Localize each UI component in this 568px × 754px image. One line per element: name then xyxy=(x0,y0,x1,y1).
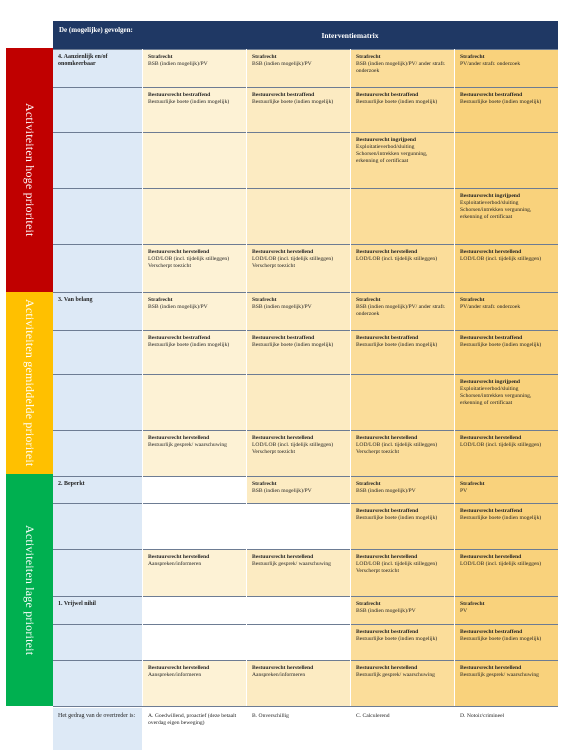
matrix-cell-d xyxy=(454,292,558,330)
intervention-measure: Bestuurlijk gesprek/ waarschuwing xyxy=(252,561,331,567)
intervention-type: Bestuursrecht ingrijpend xyxy=(460,193,521,199)
matrix-cell-c xyxy=(350,430,454,476)
intervention-measure: LOD/LOB (incl. tijdelijk stilleggen) Verscherpt toezicht xyxy=(252,442,334,455)
matrix-cell-a xyxy=(142,624,246,660)
intervention-type: Bestuursrecht herstellend xyxy=(252,249,314,255)
intervention-type: Bestuursrecht bestraffend xyxy=(460,629,523,635)
matrix-cell-d xyxy=(454,132,558,188)
intervention-type: Bestuursrecht herstellend xyxy=(460,665,522,671)
intervention-measure: Bestuurlijke boete (indien mogelijk) xyxy=(252,342,334,348)
row-divider xyxy=(53,503,558,504)
matrix-cell-a xyxy=(142,87,246,132)
matrix-cell-d xyxy=(454,549,558,596)
row-divider xyxy=(53,292,558,293)
row-divider xyxy=(53,476,558,477)
intervention-measure: LOD/LOB (incl. tijdelijk stilleggen) xyxy=(356,256,438,262)
footer-col-d: D. Notoir/crimineel xyxy=(454,708,558,750)
intervention-type: Strafrecht xyxy=(148,297,173,303)
intervention-type: Strafrecht xyxy=(356,481,381,487)
matrix-cell-a xyxy=(142,549,246,596)
matrix-cell-d xyxy=(454,49,558,87)
row-divider xyxy=(53,188,558,189)
row-label xyxy=(53,330,142,374)
row-label xyxy=(53,132,142,188)
matrix-cell-b xyxy=(246,549,350,596)
intervention-measure: Bestuurlijke boete (indien mogelijk) xyxy=(460,636,542,642)
intervention-type: Bestuursrecht bestraffend xyxy=(252,92,315,98)
intervention-measure: Bestuurlijke boete (indien mogelijk) xyxy=(148,99,230,105)
matrix-cell-d xyxy=(454,188,558,244)
matrix-cell-b xyxy=(246,330,350,374)
intervention-measure: BSB (indien mogelijk)/PV xyxy=(252,61,312,67)
matrix-cell-c xyxy=(350,49,454,87)
matrix-cell-a xyxy=(142,330,246,374)
matrix-cell-b xyxy=(246,244,350,292)
intervention-type: Bestuursrecht herstellend xyxy=(356,665,418,671)
column-divider xyxy=(454,49,455,706)
matrix-cell-d xyxy=(454,596,558,624)
intervention-type: Bestuursrecht herstellend xyxy=(460,249,522,255)
intervention-type: Bestuursrecht bestraffend xyxy=(460,508,523,514)
matrix-cell-b xyxy=(246,292,350,330)
intervention-measure: BSB (indien mogelijk)/PV xyxy=(252,304,312,310)
intervention-type: Bestuursrecht herstellend xyxy=(252,435,314,441)
row-label xyxy=(53,503,142,549)
matrix-cell-c xyxy=(350,87,454,132)
intervention-measure: LOD/LOB (incl. tijdelijk stilleggen) xyxy=(460,561,542,567)
intervention-measure: Bestuurlijke boete (indien mogelijk) xyxy=(356,342,438,348)
intervention-measure: Exploitatieverbod/sluiting Schorsen/intrekken vergunning, erkenning of certificaat xyxy=(460,386,532,406)
intervention-type: Bestuursrecht bestraffend xyxy=(252,335,315,341)
matrix-cell-a xyxy=(142,503,246,549)
matrix-cell-d xyxy=(454,244,558,292)
priority-band-medium xyxy=(6,292,53,474)
matrix-cell-a xyxy=(142,596,246,624)
footer-col-c: C. Calculerend xyxy=(350,708,454,750)
intervention-measure: Bestuurlijke boete (indien mogelijk) xyxy=(252,99,334,105)
row-divider xyxy=(53,244,558,245)
intervention-measure: Bestuurlijke boete (indien mogelijk) xyxy=(356,636,438,642)
row-divider xyxy=(53,49,558,50)
intervention-measure: PV xyxy=(460,488,468,494)
row-label xyxy=(53,244,142,292)
intervention-type: Bestuursrecht herstellend xyxy=(356,554,418,560)
intervention-type: Strafrecht xyxy=(460,481,485,487)
intervention-type: Bestuursrecht bestraffend xyxy=(356,92,419,98)
priority-label-high: Activiteiten hoge prioriteit xyxy=(23,103,37,237)
matrix-cell-d xyxy=(454,476,558,503)
intervention-type: Bestuursrecht herstellend xyxy=(356,249,418,255)
intervention-type: Strafrecht xyxy=(460,297,485,303)
row-divider xyxy=(53,87,558,88)
priority-label-low: Activiteiten lage prioriteit xyxy=(23,524,37,656)
row-label xyxy=(53,87,142,132)
matrix-cell-a xyxy=(142,476,246,503)
matrix-cell-c xyxy=(350,188,454,244)
matrix-cell-a xyxy=(142,49,246,87)
matrix-cell-d xyxy=(454,503,558,549)
intervention-type: Bestuursrecht ingrijpend xyxy=(460,379,521,385)
row-divider xyxy=(53,596,558,597)
intervention-measure: LOD/LOB (incl. tijdelijk stilleggen) Verscherpt toezicht xyxy=(252,256,334,269)
row-divider xyxy=(53,624,558,625)
intervention-measure: Bestuurlijke boete (indien mogelijk) xyxy=(460,515,542,521)
intervention-measure: Exploitatieverbod/sluiting Schorsen/intrekken vergunning, erkenning of certificaat xyxy=(356,144,428,164)
intervention-type: Bestuursrecht bestraffend xyxy=(148,92,211,98)
header-matrix-title: Interventiematrix xyxy=(142,21,558,49)
row-label: 2. Beperkt xyxy=(53,476,142,503)
intervention-measure: BSB (indien mogelijk)/PV xyxy=(356,608,416,614)
matrix-cell-a xyxy=(142,660,246,706)
intervention-measure: PV/ander strafr. onderzoek xyxy=(460,304,521,310)
matrix-cell-a xyxy=(142,292,246,330)
intervention-type: Bestuursrecht herstellend xyxy=(356,435,418,441)
intervention-measure: PV xyxy=(460,608,468,614)
intervention-measure: Bestuurlijke boete (indien mogelijk) xyxy=(460,342,542,348)
intervention-type: Bestuursrecht herstellend xyxy=(148,435,210,441)
matrix-cell-b xyxy=(246,188,350,244)
matrix-cell-c xyxy=(350,596,454,624)
matrix-cell-b xyxy=(246,596,350,624)
matrix-cell-b xyxy=(246,476,350,503)
intervention-type: Bestuursrecht herstellend xyxy=(460,554,522,560)
intervention-type: Bestuursrecht herstellend xyxy=(148,554,210,560)
intervention-measure: LOD/LOB (incl. tijdelijk stilleggen) xyxy=(460,256,542,262)
matrix-cell-c xyxy=(350,660,454,706)
intervention-type: Bestuursrecht bestraffend xyxy=(356,508,419,514)
row-divider xyxy=(53,660,558,661)
matrix-cell-a xyxy=(142,188,246,244)
matrix-cell-a xyxy=(142,132,246,188)
matrix-cell-a xyxy=(142,430,246,476)
row-label xyxy=(53,549,142,596)
matrix-cell-b xyxy=(246,87,350,132)
intervention-measure: BSB (indien mogelijk)/PV xyxy=(252,488,312,494)
intervention-measure: Bestuurlijk gesprek/ waarschuwing xyxy=(356,672,435,678)
row-divider xyxy=(53,549,558,550)
matrix-cell-c xyxy=(350,549,454,596)
matrix-cell-d xyxy=(454,660,558,706)
intervention-measure: BSB (indien mogelijk)/PV/ ander strafr. onderzoek xyxy=(356,304,446,317)
intervention-type: Bestuursrecht herstellend xyxy=(460,435,522,441)
intervention-measure: BSB (indien mogelijk)/PV/ ander strafr. onderzoek xyxy=(356,61,446,74)
row-label xyxy=(53,624,142,660)
intervention-measure: LOD/LOB (incl. tijdelijk stilleggen) xyxy=(460,442,542,448)
intervention-type: Strafrecht xyxy=(356,601,381,607)
matrix-cell-d xyxy=(454,374,558,430)
intervention-type: Bestuursrecht herstellend xyxy=(148,249,210,255)
intervention-measure: Bestuurlijke boete (indien mogelijk) xyxy=(356,515,438,521)
matrix-cell-c xyxy=(350,503,454,549)
row-divider xyxy=(53,706,558,707)
matrix-cell-d xyxy=(454,624,558,660)
matrix-cell-c xyxy=(350,624,454,660)
intervention-measure: Bestuurlijke boete (indien mogelijk) xyxy=(356,99,438,105)
footer-behaviour-label: Het gedrag van de overtreder is: xyxy=(53,708,142,750)
priority-band-low xyxy=(6,474,53,706)
row-label xyxy=(53,374,142,430)
row-divider xyxy=(53,330,558,331)
priority-band-high xyxy=(6,48,53,292)
matrix-cell-c xyxy=(350,292,454,330)
row-label: 3. Van belang xyxy=(53,292,142,330)
intervention-measure: PV/ander strafr. onderzoek xyxy=(460,61,521,67)
intervention-type: Bestuursrecht bestraffend xyxy=(356,335,419,341)
row-label xyxy=(53,660,142,706)
intervention-type: Strafrecht xyxy=(356,54,381,60)
matrix-cell-c xyxy=(350,374,454,430)
intervention-type: Strafrecht xyxy=(460,54,485,60)
header-consequences: De (mogelijke) gevolgen: xyxy=(53,21,142,49)
intervention-type: Bestuursrecht bestraffend xyxy=(460,92,523,98)
intervention-type: Strafrecht xyxy=(252,481,277,487)
intervention-type: Bestuursrecht herstellend xyxy=(148,665,210,671)
matrix-cell-d xyxy=(454,330,558,374)
intervention-measure: Bestuurlijke boete (indien mogelijk) xyxy=(148,342,230,348)
row-divider xyxy=(53,374,558,375)
column-divider xyxy=(142,49,143,706)
intervention-measure: Exploitatieverbod/sluiting Schorsen/intrekken vergunning, erkenning of certificaat xyxy=(460,200,532,220)
intervention-measure: Aanspreken/informeren xyxy=(252,672,306,678)
row-label: 1. Vrijwel nihil xyxy=(53,596,142,624)
intervention-type: Bestuursrecht ingrijpend xyxy=(356,137,417,143)
intervention-measure: BSB (indien mogelijk)/PV xyxy=(148,61,208,67)
intervention-type: Bestuursrecht herstellend xyxy=(252,665,314,671)
intervention-type: Bestuursrecht bestraffend xyxy=(356,629,419,635)
matrix-cell-c xyxy=(350,244,454,292)
matrix-cell-a xyxy=(142,244,246,292)
matrix-cell-c xyxy=(350,330,454,374)
matrix-cell-b xyxy=(246,49,350,87)
matrix-cell-b xyxy=(246,430,350,476)
footer-col-b: B. Onverschillig xyxy=(246,708,350,750)
footer-col-a: A. Goedwillend, proactief (deze betaalt overdag eigen beweging) xyxy=(142,708,246,750)
intervention-measure: Aanspreken/informeren xyxy=(148,672,202,678)
intervention-measure: BSB (indien mogelijk)/PV xyxy=(148,304,208,310)
intervention-measure: LOD/LOB (incl. tijdelijk stilleggen) Verscherpt toezicht xyxy=(356,561,438,574)
matrix-cell-b xyxy=(246,660,350,706)
matrix-cell-d xyxy=(454,430,558,476)
intervention-type: Strafrecht xyxy=(148,54,173,60)
matrix-cell-c xyxy=(350,132,454,188)
intervention-measure: Aanspreken/informeren xyxy=(148,561,202,567)
matrix-cell-b xyxy=(246,132,350,188)
row-divider xyxy=(53,430,558,431)
intervention-type: Bestuursrecht bestraffend xyxy=(148,335,211,341)
row-label xyxy=(53,188,142,244)
intervention-type: Strafrecht xyxy=(460,601,485,607)
intervention-type: Bestuursrecht herstellend xyxy=(252,554,314,560)
intervention-measure: LOD/LOB (incl. tijdelijk stilleggen) Verscherpt toezicht xyxy=(148,256,230,269)
priority-label-medium: Activiteiten gemiddelde prioriteit xyxy=(23,299,37,467)
matrix-cell-d xyxy=(454,87,558,132)
matrix-cell-b xyxy=(246,374,350,430)
matrix-cell-b xyxy=(246,503,350,549)
row-divider xyxy=(53,132,558,133)
intervention-measure: BSB (indien mogelijk)/PV xyxy=(356,488,416,494)
column-divider xyxy=(350,49,351,706)
intervention-type: Strafrecht xyxy=(252,54,277,60)
intervention-measure: Bestuurlijk gesprek/ waarschuwing xyxy=(148,442,227,448)
matrix-cell-b xyxy=(246,624,350,660)
intervention-type: Bestuursrecht bestraffend xyxy=(460,335,523,341)
row-label xyxy=(53,430,142,476)
column-divider xyxy=(246,49,247,706)
intervention-measure: Bestuurlijk gesprek/ waarschuwing xyxy=(460,672,539,678)
intervention-type: Strafrecht xyxy=(252,297,277,303)
row-label: 4. Aanzienlijk en/of onomkeerbaar xyxy=(53,49,142,87)
intervention-measure: Bestuurlijke boete (indien mogelijk) xyxy=(460,99,542,105)
intervention-type: Strafrecht xyxy=(356,297,381,303)
matrix-cell-a xyxy=(142,374,246,430)
intervention-measure: LOD/LOB (incl. tijdelijk stilleggen) Verscherpt toezicht xyxy=(356,442,438,455)
matrix-cell-c xyxy=(350,476,454,503)
